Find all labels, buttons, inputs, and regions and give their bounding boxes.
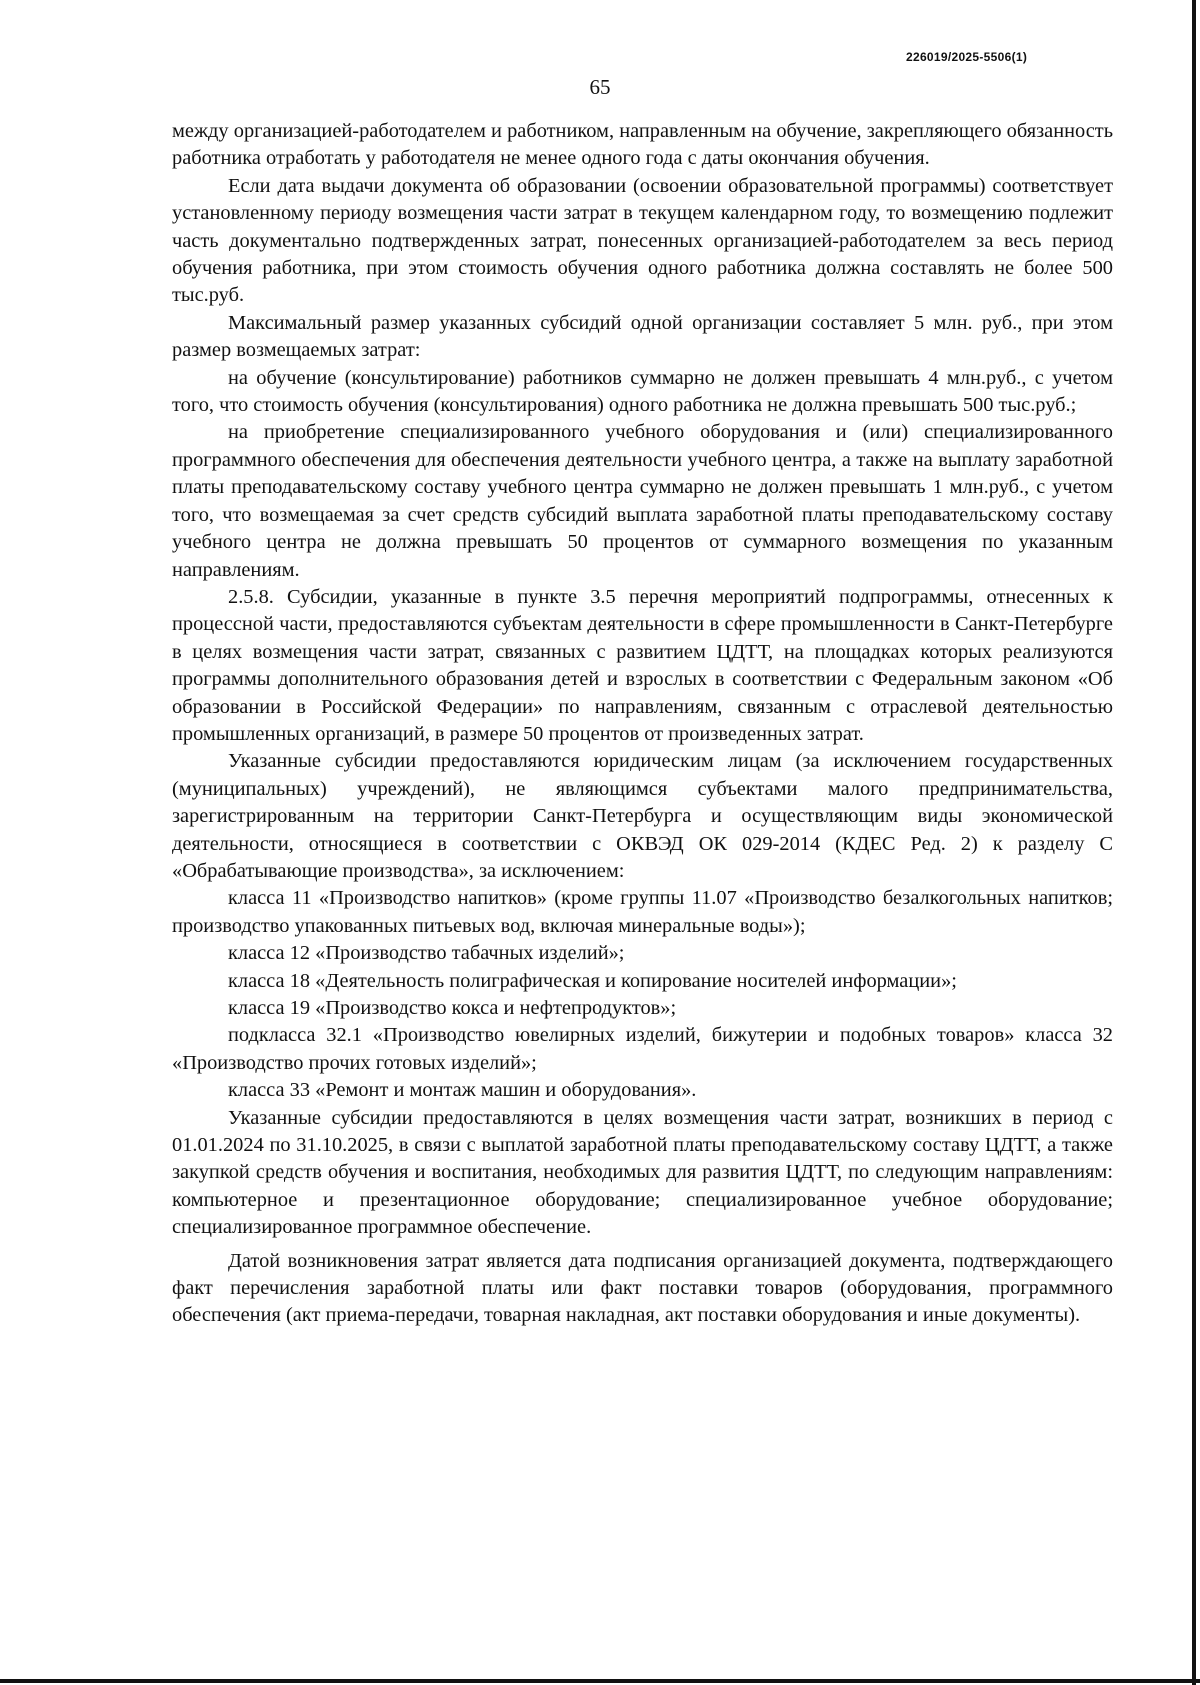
scan-edge-bottom (0, 1679, 1200, 1683)
paragraph-clause-2-5-8: 2.5.8. Субсидии, указанные в пункте 3.5 перечня мероприятий подпрограммы, отнесенных к процессной части, предоставляются субъектам деятельности в сфере промышленности в Санкт-Петербурге в целях возмещения части затрат, связанных с развитием ЦДТТ, на площадках которых реализуются программы дополнительного образования детей и взрослых в соответствии с Федеральным законом «Об образовании в Российской Федерации» по направлениям, связанным с отраслевой деятельностью промышленных организаций, в размере 50 процентов от произведенных затрат. (172, 585, 1113, 745)
document-body (172, 118, 1113, 1330)
paragraph-reimbursement-period: Указанные субсидии предоставляются в целях возмещения части затрат, возникших в период с 01.01.2024 по 31.10.2025, в связи с выплатой заработной платы преподавательскому составу ЦДТТ, а также закупкой средств обучения и воспитания, необходимых для развития ЦДТТ, по следующим направлениям: компьютерное и презентационное оборудование; специализированное учебное оборудование; специализированное программное обеспечение. (172, 1106, 1113, 1239)
exclusion-class-19: класса 19 «Производство кокса и нефтепродуктов»; (228, 997, 677, 1019)
scan-edge-right (1192, 0, 1196, 1685)
page-number: 65 (589, 75, 611, 99)
paragraph-continuation: между организацией-работодателем и работником, направленным на обучение, закрепляющего обязанность работника отработать у работодателя не менее одного года с даты окончания обучения. (172, 120, 1113, 170)
exclusion-class-11: класса 11 «Производство напитков» (кроме группы 11.07 «Производство безалкогольных напитков; производство упакованных питьевых вод, включая минеральные воды»); (172, 887, 1113, 937)
paragraph-training-costs: на обучение (консультирование) работников суммарно не должен превышать 4 млн.руб., с учетом того, что стоимость обучения (консультирования) одного работника не должна превышать 500 тыс.руб.; (172, 366, 1113, 417)
paragraph-cost-date: Датой возникновения затрат является дата подписания организацией документа, подтверждающего факт перечисления заработной платы или факт поставки товаров (оборудования, программного обеспечения (акт приема-передачи, товарная накладная, акт поставки оборудования и иные документы). (172, 1249, 1113, 1327)
exclusion-class-18: класса 18 «Деятельность полиграфическая и копирование носителей информации»; (228, 969, 957, 992)
paragraph-eligible-entities: Указанные субсидии предоставляются юридическим лицам (за исключением государственных (муниципальных) учреждений), не являющимся субъектами малого предпринимательства, зарегистрированным на территории Санкт-Петербурга и осуществляющим виды экономической деятельности, относящиеся в соответствии с ОКВЭД ОК 029-2014 (КДЕС Ред. 2) к разделу С «Обрабатывающие производства», за исключением: (172, 750, 1113, 882)
exclusion-class-12: класса 12 «Производство табачных изделий»; (228, 942, 625, 965)
registration-number: 226019/2025-5506(1) (906, 50, 1028, 64)
exclusion-class-33: класса 33 «Ремонт и монтаж машин и оборудования». (228, 1079, 697, 1102)
paragraph-document-date: Если дата выдачи документа об образовании (освоении образовательной программы) соответствует установленному периоду возмещения части затрат в текущем календарном году, то возмещению подлежит часть документально подтвержденных затрат, понесенных организацией-работодателем за весь период обучения работника, при этом стоимость обучения одного работника должна составлять не более 500 тыс.руб. (172, 174, 1113, 307)
exclusion-subclass-32-1: подкласса 32.1 «Производство ювелирных изделий, бижутерии и подобных товаров» класса 32 «Производство прочих готовых изделий»; (172, 1024, 1113, 1074)
paragraph-max-subsidy: Максимальный размер указанных субсидий одной организации составляет 5 млн. руб., при этом размер возмещаемых затрат: (172, 311, 1113, 362)
paragraph-equipment-costs: на приобретение специализированного учебного оборудования и (или) специализированного программного обеспечения для обеспечения деятельности учебного центра, а также на выплату заработной платы преподавательскому составу учебного центра суммарно не должен превышать 1 млн.руб., с учетом того, что возмещаемая за счет средств субсидий выплата заработной платы преподавательскому составу учебного центра не должна превышать 50 процентов от суммарного возмещения по указанным направлениям. (172, 421, 1113, 581)
